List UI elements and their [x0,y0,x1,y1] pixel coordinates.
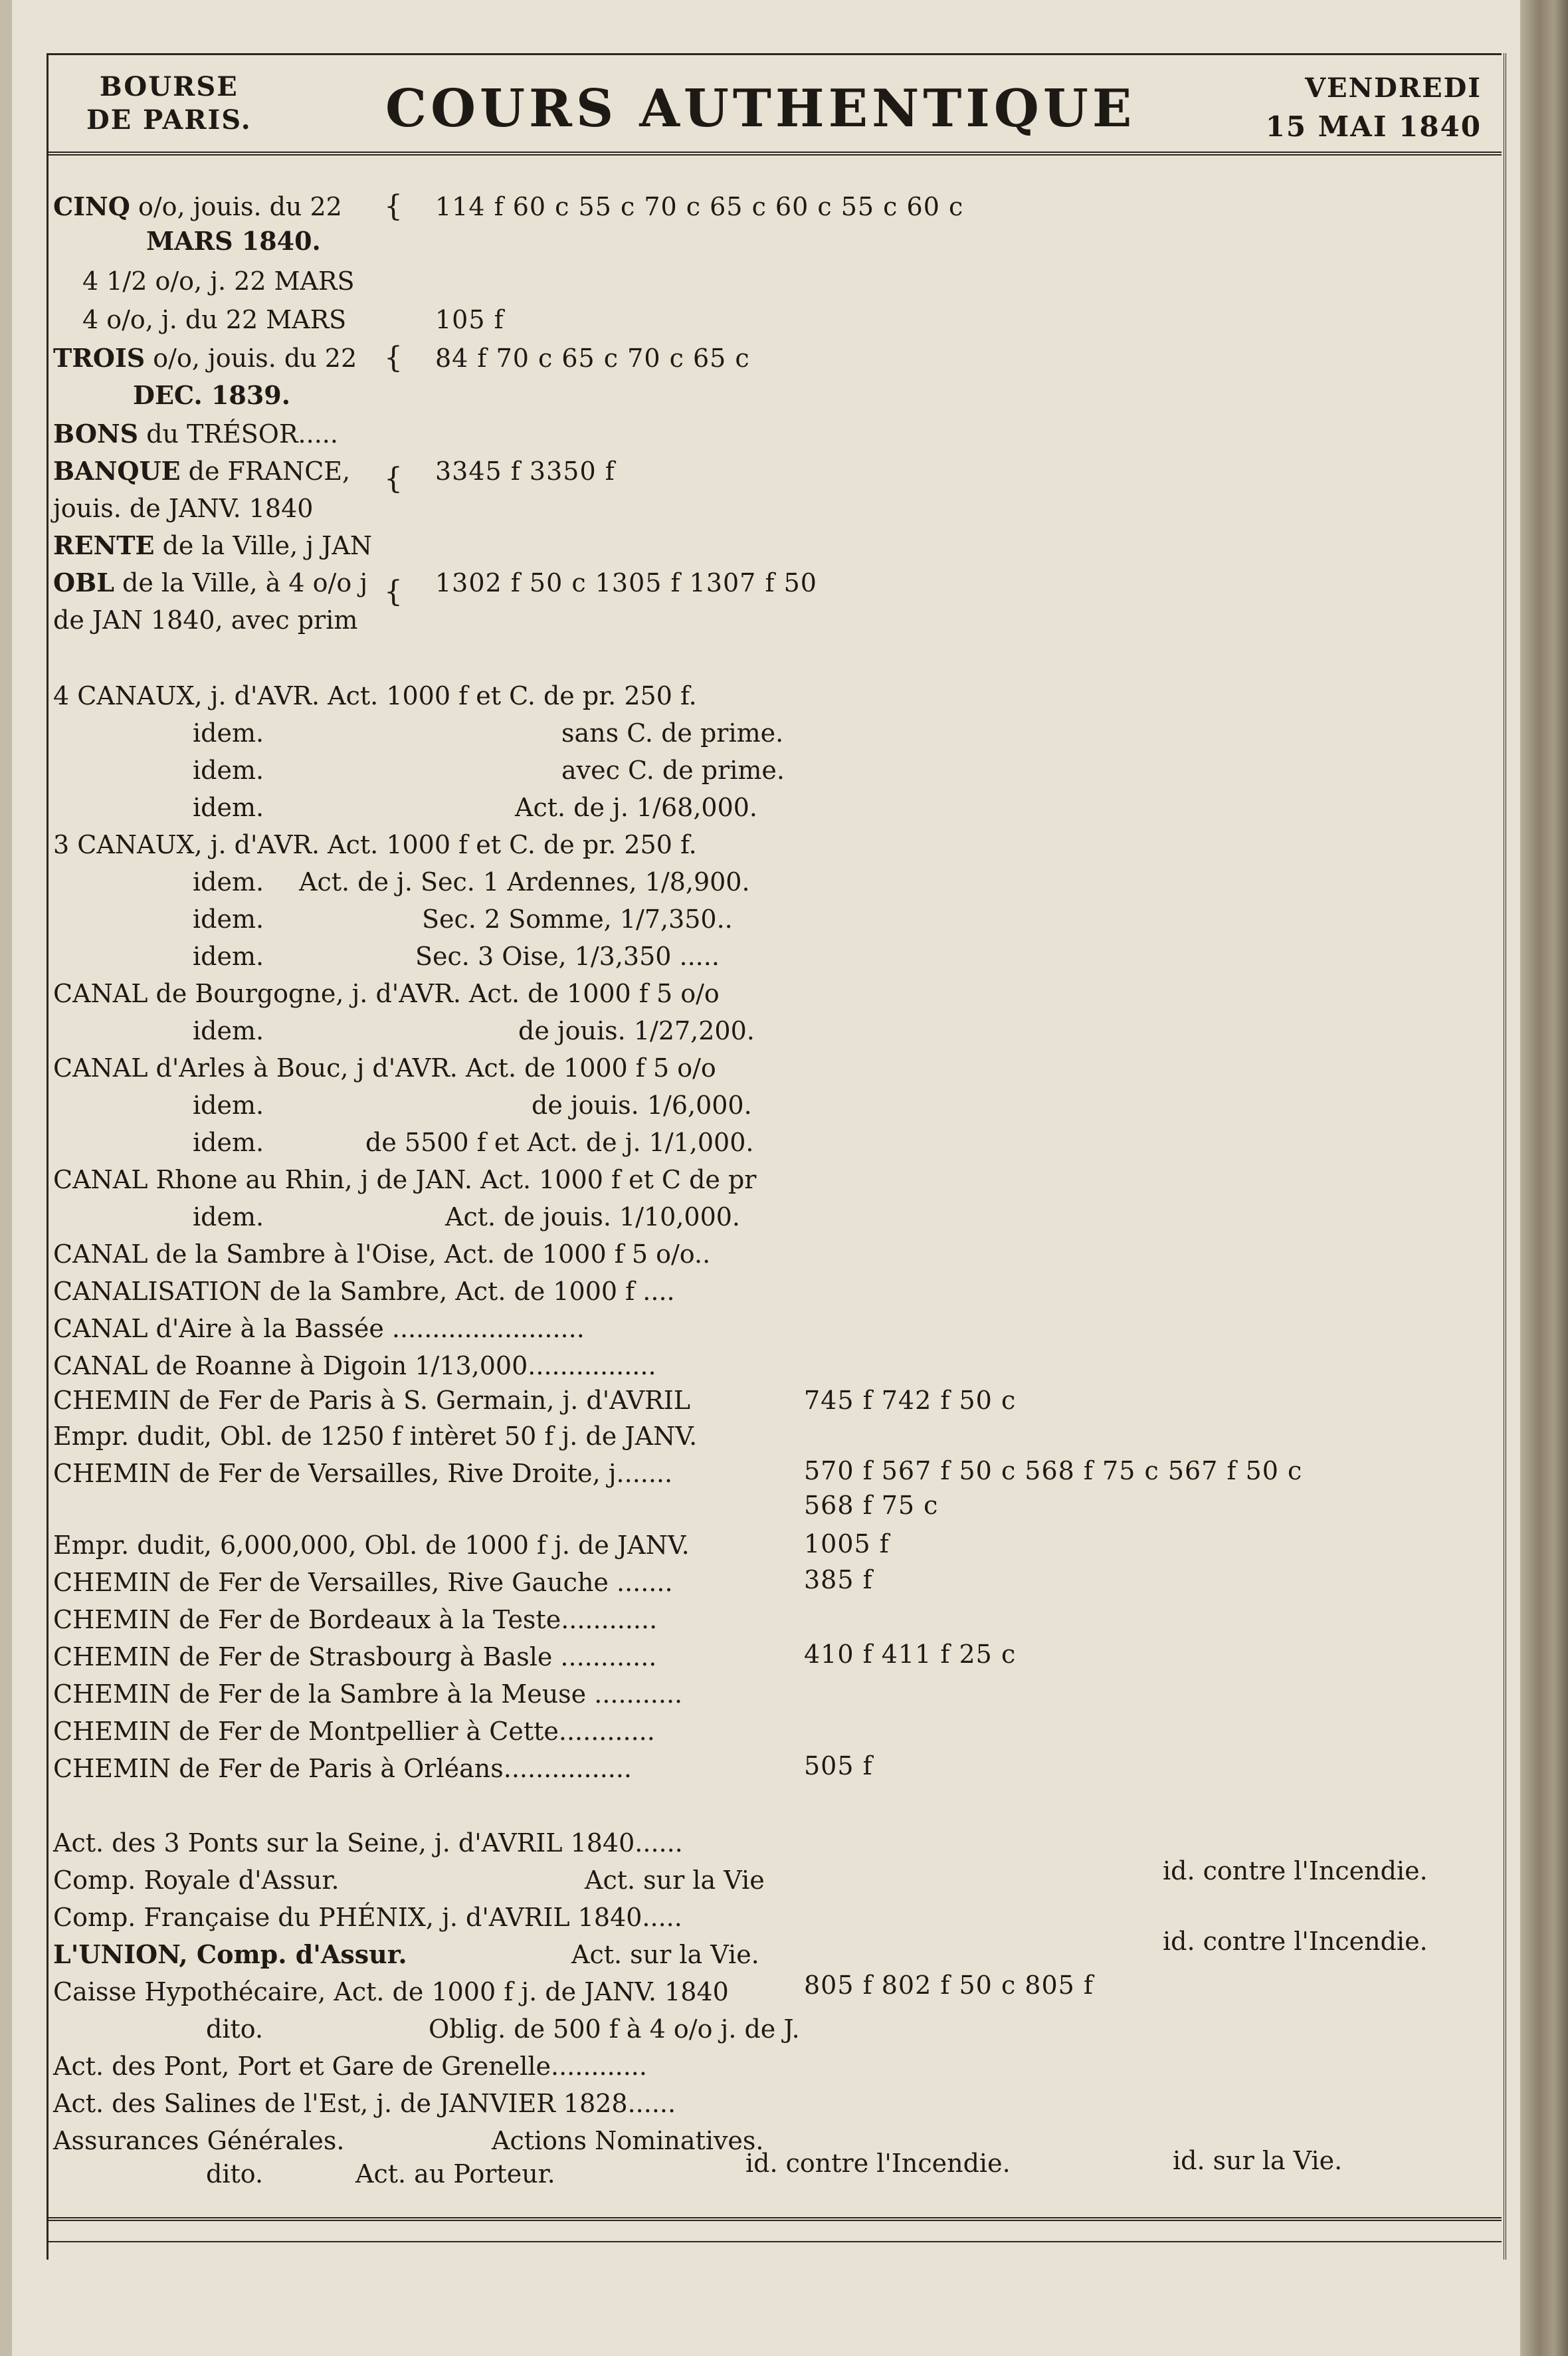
price-cell: 385 f [804,1565,873,1594]
divers-row: Act. des 3 Ponts sur la Seine, j. d'AVRIL 1840...... [53,1828,683,1858]
bourse-line-2: DE PARIS. [86,104,252,136]
price-cell: 745 f 742 f 50 c [804,1386,1017,1415]
canal-row: CANAL de Bourgogne, j. d'AVR. Act. de 1000 f 5 o/o [53,979,720,1008]
divers-row: Act. des Salines de l'Est, j. de JANVIER 1828...... [53,2089,676,2118]
rente-label-rest: de la Ville, j JAN [154,531,373,560]
canal-row: 4 CANAUX, j. d'AVR. Act. 1000 f et C. de pr. 250 f. [53,681,697,710]
rente-label: BONS [53,419,139,449]
page-title: COURS AUTHENTIQUE [385,78,1136,139]
divers-row [53,1938,777,1971]
canal-detail: Act. de jouis. 1/10,000. [445,1202,741,1232]
rente-row: 4 o/o, j. du 22 MARS [82,305,347,334]
canal-row [53,1126,777,1159]
rente-label: RENTE [53,530,155,560]
brace-mark: { [384,341,403,375]
canal-label: idem. [193,1016,264,1045]
brace-mark: { [384,189,403,223]
divers-row: Caisse Hypothécaire, Act. de 1000 f j. de JANV. 1840 [53,1977,729,2006]
canal-detail: sans C. de prime. [561,718,784,748]
canal-detail: Sec. 2 Somme, 1/7,350.. [422,905,733,934]
price-cell: 105 f [435,305,504,334]
chemin-row: CHEMIN de Fer de la Sambre à la Meuse ........... [53,1679,683,1709]
bourse-line-1: BOURSE [99,71,239,102]
chemin-row: Empr. dudit, Obl. de 1250 f intèret 50 f j. de JANV. [53,1422,698,1451]
mid-note: id. contre l'Incendie. [745,2149,1011,2178]
brace-mark: { [384,575,403,609]
side-note: id. sur la Vie. [1173,2146,1343,2175]
canal-row [53,1200,777,1233]
canal-detail: de jouis. 1/6,000. [532,1091,752,1120]
price-cell: 114 f 60 c 55 c 70 c 65 c 60 c 55 c 60 c [435,192,964,221]
canal-label: idem. [193,867,264,897]
chemin-row: CHEMIN de Fer de Bordeaux à la Teste............ [53,1605,658,1634]
bourse-label [86,70,252,137]
canal-detail: Act. de j. 1/68,000. [515,793,758,822]
rente-subline: jouis. de JANV. 1840 [53,494,314,523]
divers-row [53,2012,800,2046]
rente-label: TROIS [53,343,146,373]
header-rule [47,152,1502,156]
divers-row [53,1864,777,1897]
price-cell: 570 f 567 f 50 c 568 f 75 c 567 f 50 c [804,1456,1303,1485]
canal-row [53,754,785,787]
left-page-edge [0,0,12,2356]
canal-label: idem. [193,1202,264,1232]
canal-detail: Sec. 3 Oise, 1/3,350 ..... [415,942,720,971]
canal-label: idem. [193,793,264,822]
date-day: VENDREDI [1305,72,1482,104]
price-cell: 1005 f [804,1529,890,1558]
bottom-rule-thin [47,2241,1502,2242]
price-cell: 805 f 802 f 50 c 805 f [804,1971,1094,2000]
canal-row: 3 CANAUX, j. d'AVR. Act. 1000 f et C. de pr. 250 f. [53,830,697,859]
price-cell: 3345 f 3350 f [435,457,615,486]
canal-row [53,940,777,973]
divers-label: dito. [206,2014,264,2044]
rente-subline: DEC. 1839. [133,380,290,410]
canal-detail: de 5500 f et Act. de j. 1/1,000. [365,1128,754,1157]
canal-label: idem. [193,718,264,748]
rente-row [53,417,777,451]
canal-row: CANAL d'Arles à Bouc, j d'AVR. Act. de 1000 f 5 o/o [53,1053,716,1083]
canal-detail: avec C. de prime. [561,756,785,785]
canal-row [53,865,777,899]
canal-row [53,1089,777,1122]
divers-label: L'UNION, Comp. d'Assur. [53,1939,407,1969]
rente-label-rest: o/o, jouis. du 22 [130,192,342,221]
canal-row [53,791,777,824]
rente-row: 4 1/2 o/o, j. 22 MARS [82,267,355,296]
price-cell: 410 f 411 f 25 c [804,1640,1017,1669]
rente-label: BANQUE [53,456,181,486]
chemin-row: CHEMIN de Fer de Paris à S. Germain, j. d'AVRIL [53,1386,691,1415]
chemin-row: CHEMIN de Fer de Montpellier à Cette............ [53,1717,655,1746]
divers-row: Comp. Française du PHÉNIX, j. d'AVRIL 1840..... [53,1903,682,1932]
price-cell: 505 f [804,1751,873,1780]
chemin-row: CHEMIN de Fer de Paris à Orléans................ [53,1754,633,1783]
divers-detail: Act. au Porteur. [355,2159,555,2189]
canal-label: idem. [193,905,264,934]
divers-row [53,2157,777,2191]
top-rule [47,53,1502,55]
price-cell: 84 f 70 c 65 c 70 c 65 c [435,344,750,373]
book-spine [1520,0,1568,2356]
rente-label-rest: du TRÉSOR..... [138,419,338,449]
canal-label: idem. [193,1128,264,1157]
canal-label: idem. [193,942,264,971]
price-cell: 1302 f 50 c 1305 f 1307 f 50 [435,568,817,597]
chemin-row: CHEMIN de Fer de Versailles, Rive Droite, j....... [53,1459,673,1488]
divers-label: dito. [206,2159,264,2189]
canal-row: CANALISATION de la Sambre, Act. de 1000 f .... [53,1277,675,1306]
divers-detail: Actions Nominatives. [492,2126,764,2155]
date-full: 15 MAI 1840 [1265,110,1482,143]
rente-subline: MARS 1840. [146,226,321,256]
divers-label: Comp. Royale d'Assur. [53,1866,340,1895]
canal-row [53,1014,777,1047]
chemin-row: Empr. dudit, 6,000,000, Obl. de 1000 f j. de JANV. [53,1531,690,1560]
divers-label: Assurances Générales. [53,2126,345,2155]
canal-row: CANAL Rhone au Rhin, j de JAN. Act. 1000 f et C de pr [53,1165,757,1194]
chemin-row: CHEMIN de Fer de Strasbourg à Basle ............ [53,1642,657,1671]
chemin-row: CHEMIN de Fer de Versailles, Rive Gauche ....... [53,1568,673,1597]
canal-row: CANAL d'Aire à la Bassée ........................ [53,1314,585,1343]
rente-row [53,455,777,488]
canal-detail: de jouis. 1/27,200. [518,1016,755,1045]
rente-label-rest: de FRANCE, [180,457,351,486]
rente-label: CINQ [53,191,130,221]
canal-row: CANAL de Roanne à Digoin 1/13,000................ [53,1351,656,1380]
side-note: id. contre l'Incendie. [1163,1927,1428,1956]
rente-label-rest: de la Ville, à 4 o/o j [114,568,368,597]
divers-row: Act. des Pont, Port et Gare de Grenelle............ [53,2052,647,2081]
canal-label: idem. [193,1091,264,1120]
bottom-rule [47,2217,1502,2221]
rente-label-rest: o/o, jouis. du 22 [145,344,357,373]
canal-row [53,903,777,936]
page-date [1266,69,1482,146]
rente-row [53,529,777,562]
canal-label: idem. [193,756,264,785]
canal-row: CANAL de la Sambre à l'Oise, Act. de 1000 f 5 o/o.. [53,1239,711,1269]
price-cell: 568 f 75 c [804,1491,939,1520]
divers-detail: Act. sur la Vie [585,1866,765,1895]
canal-detail: Act. de j. Sec. 1 Ardennes, 1/8,900. [299,867,750,897]
side-note: id. contre l'Incendie. [1163,1856,1428,1885]
canal-row [53,716,784,750]
rente-label: OBL [53,568,114,597]
divers-row [53,2124,777,2157]
brace-mark: { [384,462,403,496]
divers-detail: Oblig. de 500 f à 4 o/o j. de J. [429,2014,800,2044]
rente-subline: de JAN 1840, avec prim [53,605,358,635]
divers-detail: Act. sur la Vie. [571,1940,759,1969]
